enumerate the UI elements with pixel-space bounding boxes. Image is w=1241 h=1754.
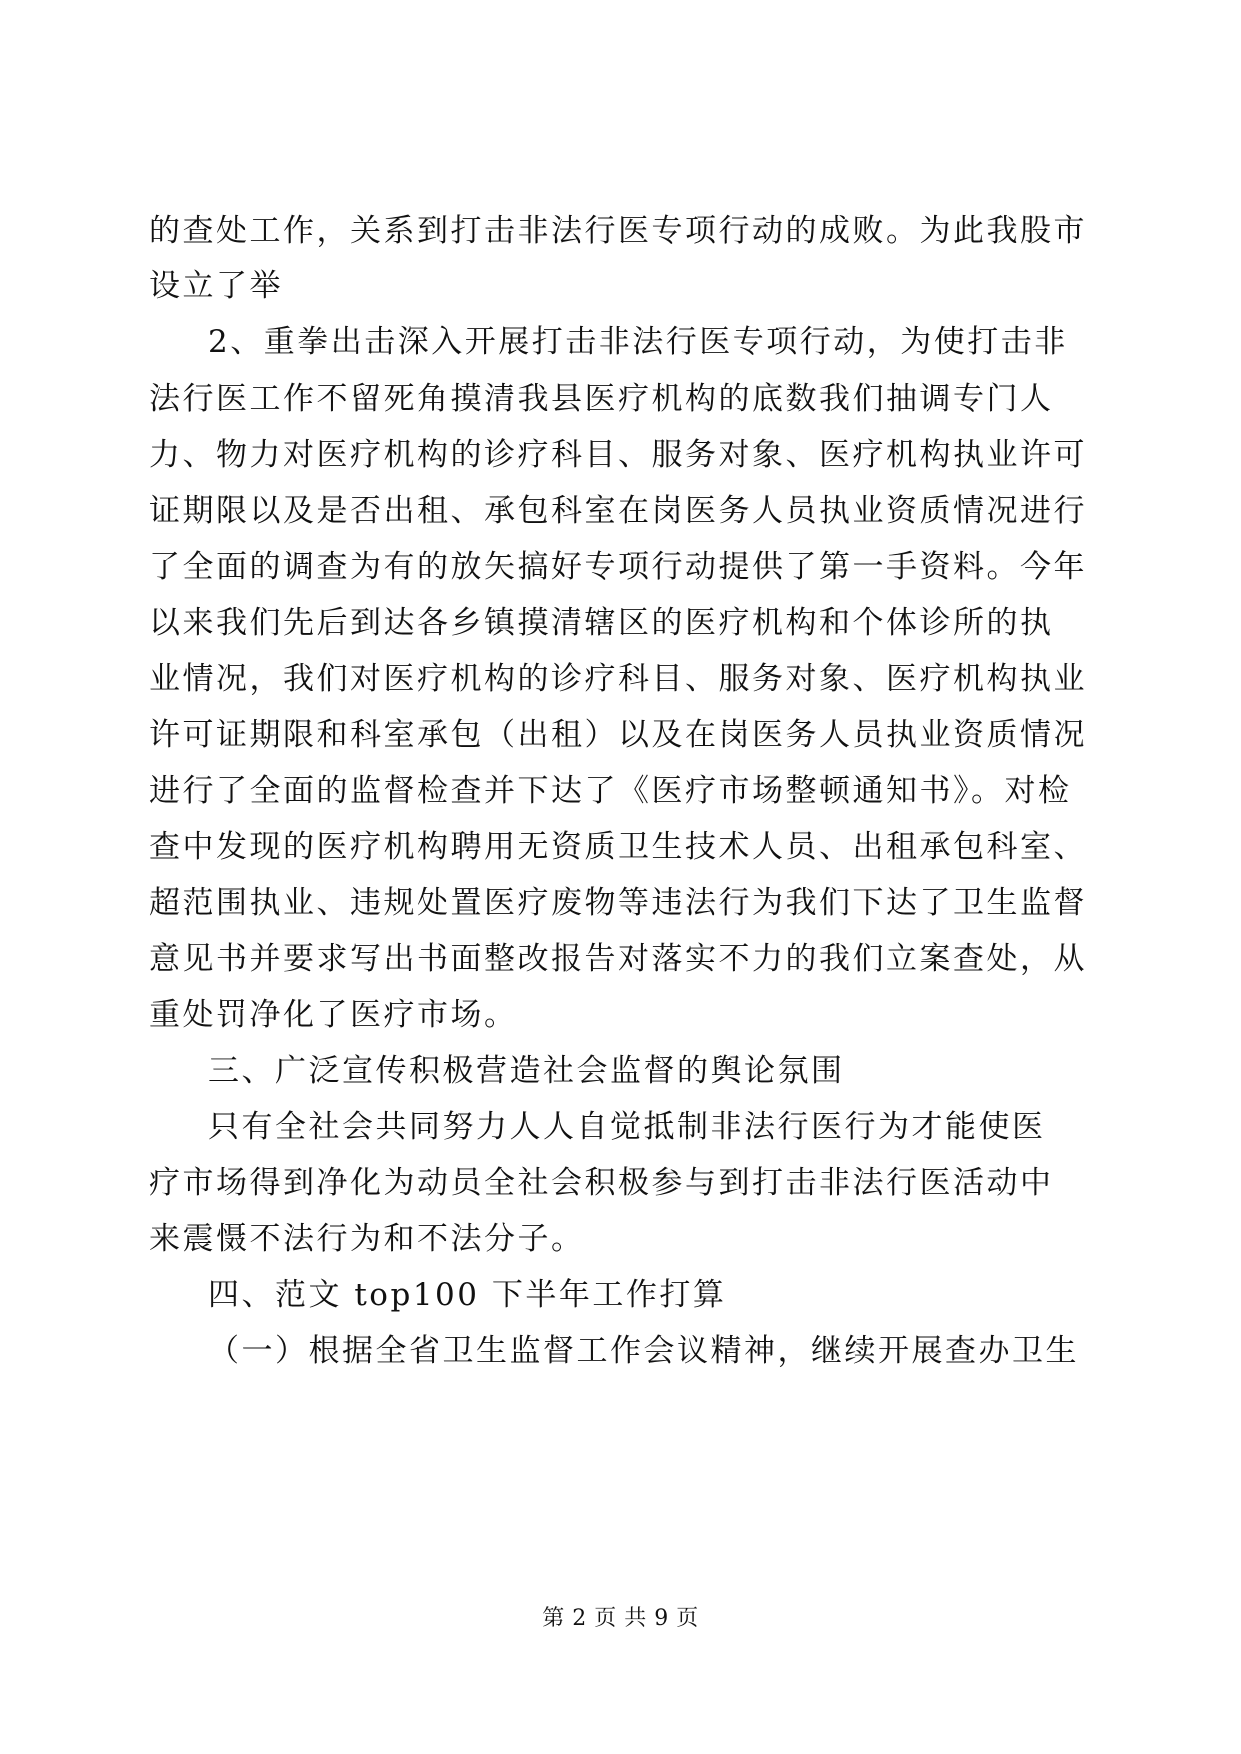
body-line-11: 进行了全面的监督检查并下达了《医疗市场整顿通知书》。对检	[149, 773, 1072, 809]
body-line-4: 法行医工作不留死角摸清我县医疗机构的底数我们抽调专门人	[149, 381, 1054, 417]
body-line-15: 重处罚净化了医疗市场。	[149, 997, 518, 1033]
body-line-14: 意见书并要求写出书面整改报告对落实不力的我们立案查处，从	[149, 941, 1087, 977]
body-line-1: 的查处工作，关系到打击非法行医专项行动的成败。为此我股市	[149, 213, 1087, 249]
page-footer: 第 2 页 共 9 页	[542, 1606, 699, 1631]
body-line-3: 2、重拳出击深入开展打击非法行医专项行动，为使打击非	[208, 324, 1068, 360]
body-line-6: 证期限以及是否出租、承包科室在岗医务人员执业资质情况进行	[149, 493, 1087, 529]
body-line-17: 只有全社会共同努力人人自觉抵制非法行医行为才能使医	[208, 1109, 1046, 1145]
body-line-7: 了全面的调查为有的放矢搞好专项行动提供了第一手资料。今年	[149, 549, 1087, 585]
body-line-5: 力、物力对医疗机构的诊疗科目、服务对象、医疗机构执业许可	[149, 437, 1087, 473]
body-line-13: 超范围执业、违规处置医疗废物等违法行为我们下达了卫生监督	[149, 885, 1087, 921]
body-line-2: 设立了举	[149, 268, 283, 304]
section-heading-3: 三、广泛宣传积极营造社会监督的舆论氛围	[208, 1053, 845, 1089]
body-line-9: 业情况，我们对医疗机构的诊疗科目、服务对象、医疗机构执业	[149, 661, 1087, 697]
body-line-8: 以来我们先后到达各乡镇摸清辖区的医疗机构和个体诊所的执	[149, 605, 1054, 641]
body-line-18: 疗市场得到净化为动员全社会积极参与到打击非法行医活动中	[149, 1165, 1054, 1201]
body-line-10: 许可证期限和科室承包（出租）以及在岗医务人员执业资质情况	[149, 717, 1087, 753]
body-line-19: 来震慑不法行为和不法分子。	[149, 1221, 585, 1257]
body-line-12: 查中发现的医疗机构聘用无资质卫生技术人员、出租承包科室、	[149, 829, 1087, 865]
body-line-21: （一）根据全省卫生监督工作会议精神，继续开展查办卫生	[208, 1333, 1079, 1369]
section-heading-4: 四、范文 top100 下半年工作打算	[208, 1277, 727, 1313]
